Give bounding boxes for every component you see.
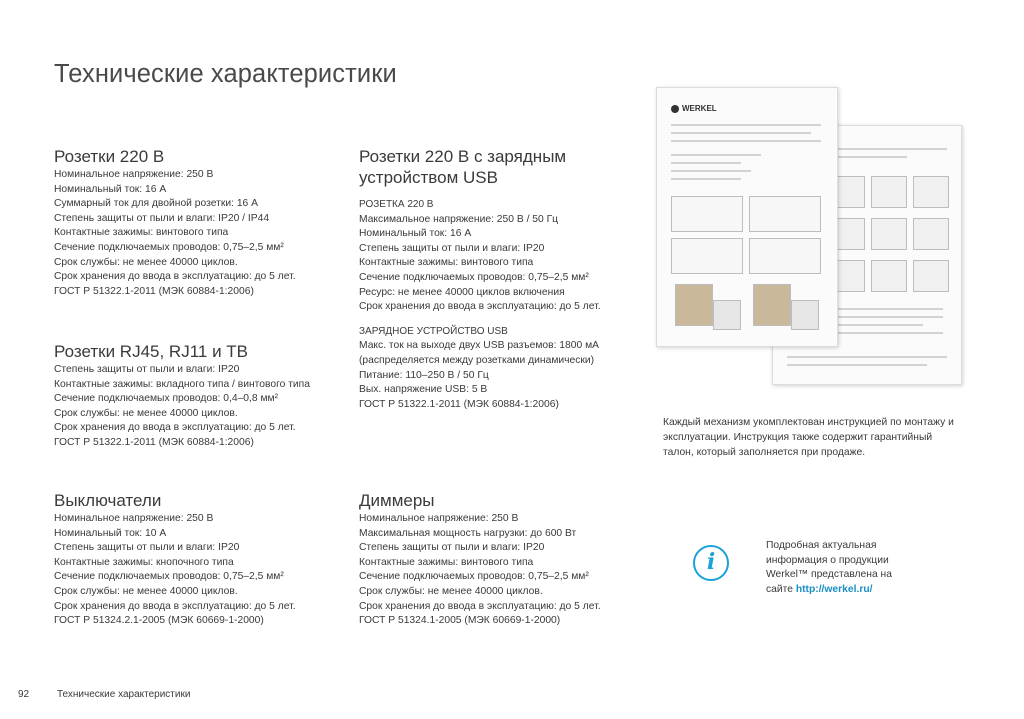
spec-line: Ресурс: не менее 40000 циклов включения bbox=[359, 286, 565, 298]
manual-image bbox=[652, 85, 962, 385]
info-line2: информация о продукции bbox=[766, 554, 889, 566]
socket-subhead: РОЗЕТКА 220 В bbox=[359, 199, 434, 210]
spec-list bbox=[54, 512, 296, 629]
spec-line: ГОСТ Р 51324.2.1-2005 (МЭК 60669-1-2000) bbox=[54, 615, 264, 627]
spec-line: Номинальное напряжение: 250 В bbox=[54, 169, 214, 180]
spec-line: Срок хранения до ввода в эксплуатацию: до 5 лет. bbox=[54, 271, 296, 283]
spec-line: Срок службы: не менее 40000 циклов. bbox=[359, 585, 543, 597]
website-link[interactable]: http://werkel.ru/ bbox=[795, 583, 873, 595]
page-number: 92 bbox=[18, 689, 30, 700]
spec-line: ГОСТ Р 51322.1-2011 (МЭК 60884-1:2006) bbox=[54, 285, 254, 297]
spec-line: Срок службы: не менее 40000 циклов. bbox=[54, 407, 238, 419]
info-line1: Подробная актуальная bbox=[766, 540, 877, 551]
section-sockets-rj45 bbox=[54, 341, 310, 451]
spec-line: Питание: 110–250 В / 50 Гц bbox=[359, 369, 489, 381]
spec-line: Номинальный ток: 16 А bbox=[54, 183, 167, 195]
spec-line: Срок службы: не менее 40000 циклов. bbox=[54, 585, 238, 597]
info-line4-prefix: сайте bbox=[766, 583, 796, 595]
spec-line: Срок хранения до ввода в эксплуатацию: до 5 лет. bbox=[359, 600, 601, 612]
spec-line: Срок хранения до ввода в эксплуатацию: до 5 лет. bbox=[54, 600, 296, 612]
spec-line: Сечение подключаемых проводов: 0,75–2,5 мм² bbox=[54, 571, 284, 583]
spec-line: Сечение подключаемых проводов: 0,75–2,5 мм² bbox=[359, 271, 589, 283]
spec-list bbox=[359, 512, 601, 629]
section-switches bbox=[54, 490, 296, 629]
spec-line: Номинальный ток: 10 А bbox=[54, 527, 167, 539]
spec-line: Контактные зажимы: винтового типа bbox=[359, 257, 534, 269]
spec-line: Степень защиты от пыли и влаги: IP20 bbox=[359, 242, 545, 254]
spec-line: Срок службы: не менее 40000 циклов. bbox=[54, 256, 238, 268]
werkel-logo: WERKEL bbox=[671, 104, 717, 113]
spec-line: Максимальная мощность нагрузки: до 600 Вт bbox=[359, 527, 577, 539]
spec-line: Степень защиты от пыли и влаги: IP20 bbox=[54, 542, 240, 554]
spec-line: Степень защиты от пыли и влаги: IP20 bbox=[359, 542, 545, 554]
spec-line: Срок хранения до ввода в эксплуатацию: до 5 лет. bbox=[54, 422, 296, 434]
section-heading bbox=[359, 146, 601, 188]
info-icon: i bbox=[693, 545, 729, 581]
section-sockets-220 bbox=[54, 146, 296, 299]
section-heading: Диммеры bbox=[359, 491, 435, 510]
charger-subhead: ЗАРЯДНОЕ УСТРОЙСТВО USB bbox=[359, 325, 508, 337]
spec-line: Срок хранения до ввода в эксплуатацию: до 5 лет. bbox=[359, 301, 601, 313]
spec-line: Сечение подключаемых проводов: 0,75–2,5 мм² bbox=[54, 241, 284, 253]
section-sockets-usb bbox=[359, 146, 601, 412]
section-heading: Розетки RJ45, RJ11 и ТВ bbox=[54, 342, 249, 361]
spec-line: Макс. ток на выходе двух USB разъемов: 1800 мА bbox=[359, 340, 600, 352]
section-heading-line1: Розетки 220 В с зарядным bbox=[359, 147, 567, 166]
spec-line: ГОСТ Р 51324.1-2005 (МЭК 60669-1-2000) bbox=[359, 615, 561, 627]
spec-line: Вых. напряжение USB: 5 В bbox=[359, 384, 488, 396]
spec-line: Контактные зажимы: винтового типа bbox=[54, 227, 229, 239]
section-heading-line2: устройством USB bbox=[359, 168, 498, 187]
spec-line: Суммарный ток для двойной розетки: 16 А bbox=[54, 198, 258, 210]
spec-line: Контактные зажимы: винтового типа bbox=[359, 556, 534, 568]
footer-title: Технические характеристики bbox=[57, 689, 191, 700]
spec-line: Номинальное напряжение: 250 В bbox=[359, 513, 519, 524]
page-title: Технические характеристики bbox=[54, 60, 397, 88]
spec-list bbox=[54, 168, 296, 299]
spec-line: (распределяется между розетками динамически) bbox=[359, 354, 595, 366]
werkel-logo-icon bbox=[671, 105, 679, 113]
spec-line: ГОСТ Р 51322.1-2011 (МЭК 60884-1:2006) bbox=[54, 436, 254, 448]
spec-list bbox=[359, 213, 601, 315]
spec-list bbox=[54, 363, 310, 451]
spec-line: Номинальное напряжение: 250 В bbox=[54, 513, 214, 524]
spec-line: Степень защиты от пыли и влаги: IP20 bbox=[54, 364, 240, 375]
info-text bbox=[766, 539, 926, 597]
spec-list bbox=[359, 339, 601, 412]
manual-caption: Каждый механизм укомплектован инструкцией по монтажу и эксплуатации. Инструкция также содержит гарантийный талон, который заполняется при продаже. bbox=[663, 417, 954, 459]
spec-line: Максимальное напряжение: 250 В / 50 Гц bbox=[359, 213, 559, 225]
section-heading: Розетки 220 В bbox=[54, 147, 165, 166]
spec-line: Сечение подключаемых проводов: 0,4–0,8 мм² bbox=[54, 393, 279, 405]
spec-line: Степень защиты от пыли и влаги: IP20 / IP44 bbox=[54, 212, 270, 224]
spec-line: Сечение подключаемых проводов: 0,75–2,5 мм² bbox=[359, 571, 589, 583]
spec-line: Контактные зажимы: кнопочного типа bbox=[54, 556, 234, 568]
spec-line: Контактные зажимы: вкладного типа / винтового типа bbox=[54, 378, 310, 390]
spec-line: Номинальный ток: 16 А bbox=[359, 228, 472, 240]
info-line3: Werkel™ представлена на bbox=[766, 569, 892, 581]
spec-line: ГОСТ Р 51322.1-2011 (МЭК 60884-1:2006) bbox=[359, 398, 559, 410]
section-dimmers bbox=[359, 490, 601, 629]
section-heading: Выключатели bbox=[54, 491, 162, 510]
manual-front-sheet bbox=[656, 87, 838, 347]
